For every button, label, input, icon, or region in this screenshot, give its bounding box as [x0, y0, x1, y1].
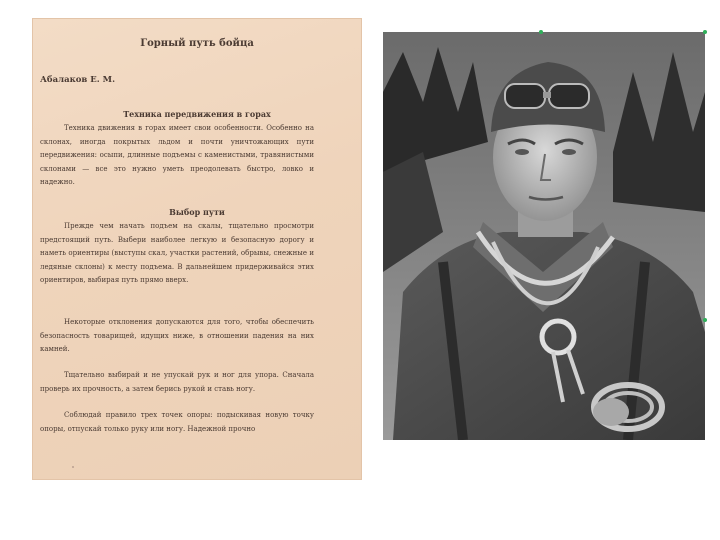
- paragraph: Прежде чем начать подъем на скалы, тщательно просмотри предстоящий путь. Выбери наиболее легкую и безопасную дорогу и наметь ориентиры (выступы скал, участки растений, обрывы, снежные и ледяные склоны) к месту подъема. В дальнейшем придерживайся этих ориентиров, выбирая путь прямо вверх.: [40, 222, 314, 285]
- handle-dot: [703, 318, 707, 322]
- handle-dot: [703, 30, 707, 34]
- scan-speck: [72, 466, 74, 468]
- portrait-photo: [383, 32, 705, 440]
- portrait-illustration: [383, 32, 705, 440]
- sub-heading: Выбор пути: [169, 207, 225, 217]
- document-author: Абалаков Е. М.: [40, 75, 116, 85]
- paragraph: Тщательно выбирай и не упускай рук и ног для упора. Сначала проверь их прочность, а затем берись рукой и ставь ногу.: [40, 371, 314, 393]
- paragraph: Некоторые отклонения допускаются для того, чтобы обеспечить безопасность товарищей, идущих ниже, в отношении падения на них камней.: [40, 318, 314, 354]
- section-heading: Техника передвижения в горах: [123, 109, 271, 119]
- handle-dot: [539, 30, 543, 34]
- document-title: Горный путь бойца: [140, 38, 254, 49]
- paragraph: Соблюдай правило трех точек опоры: подыскивая новую точку опоры, отпускай только руку или ногу. Надежной прочно: [40, 411, 314, 433]
- scanned-document: [32, 18, 362, 480]
- paragraph: Техника движения в горах имеет свои особенности. Особенно на склонах, иногда покрытых льдом и почти уничтожающих пути передвижения: осыпи, длинные подъемы с каменистыми, травянистыми склонами — все это нужно уметь преодолевать быстро, ловко и надежно.: [40, 124, 314, 187]
